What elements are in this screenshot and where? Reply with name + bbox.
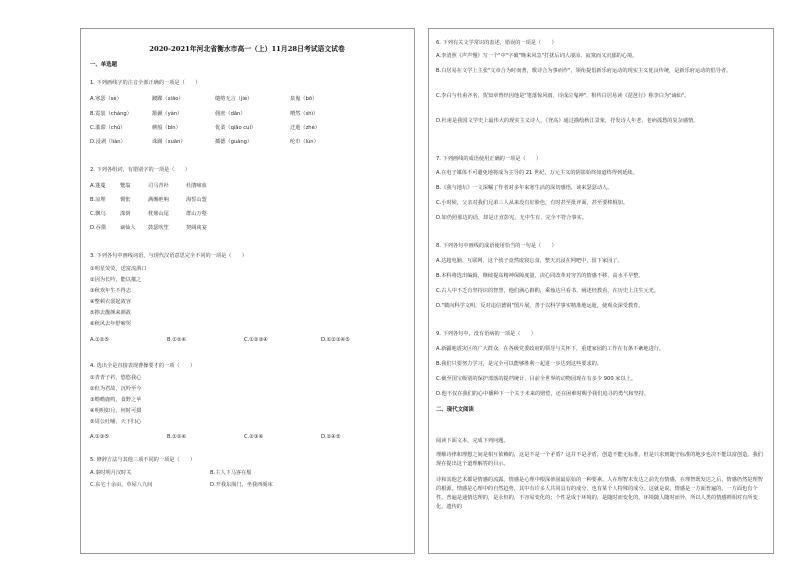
reading-paragraph-2: 诗和其他艺术都是情感的流露。情感是心理中根深蒂固最原始的一种要素。人在理智未发达之前先有情感，在理智既发达之后，情感仍然是理智的根源。情感是心理中的自然趋势，其中有许多人共同具有的成分，也有某个人特殊的成分。这就是说，情感是一方面普遍的，一方面也有个性。普遍是通情达理的，是永恒的，不容易变化的；个性是成于环境的，是随时而变化的。环境随人随时而异，所以人类的情感则相对有所变化，遗传的 <box>436 477 763 510</box>
q9-option-b: B.我们只要努力学习，是完全可以能够胜利一起进一步达到这些要求的。 <box>436 361 603 367</box>
q4-item-1: ①青青子衿，悠悠我心 <box>90 375 142 381</box>
q4-option-a: A.①③⑤ <box>90 434 110 440</box>
q4-option-d: D.②④⑤ <box>321 434 341 440</box>
q5-option-d: D.开我东阁门，坐我西阁床 <box>210 482 273 488</box>
q1-stem: 1. 下列画线字的注音全部正确的一项是（ ） <box>90 80 201 86</box>
q2-c-4: 群山万壑 <box>186 211 207 217</box>
q5-option-b: B.主人下马客在船 <box>210 470 252 476</box>
q2-a-1: A.蓬蔓 <box>90 183 106 189</box>
reading-intro: 阅读下面文本，完成下列问题。 <box>436 438 509 444</box>
q1-a-3: 缱绻无言（jié） <box>215 96 253 102</box>
q2-a-4: 杜鹃啼血 <box>186 183 207 189</box>
q2-b-1: B.凉埋 <box>90 197 106 203</box>
q8-option-a: A.达超电脑、互联网，这个孩子竟然废寝忘食，整天沉浸在网吧中，留下家园了。 <box>436 258 623 264</box>
q1-d-1: D.浸剥（liàn） <box>90 139 126 145</box>
q6-stem: 6. 下列有关文学常识的表述，错误的一项是（ ） <box>436 40 557 46</box>
q6-option-d: D.杜甫是我国文学史上最伟大的现实主义诗人，《登高》通过描绘秋江景象，抒发诗人年老、老病孤愁的复杂感情。 <box>436 118 699 124</box>
q3-item-4: ④整顿衣裳起敛容 <box>90 299 131 305</box>
section-single-choice: 一、单选题 <box>90 62 117 68</box>
q3-option-a: A.①②⑤ <box>90 337 110 343</box>
q2-a-3: 司马青衫 <box>148 183 169 189</box>
q3-item-6: ⑥秋风去年舒啼哭 <box>90 321 131 327</box>
q5-option-c: C.东宅十余亩，草屋八九间 <box>90 482 153 488</box>
q6-option-a: A.李清照《声声慢》写一个"中"字破"晚来风急"打扰后词人凄凉、寂寞而又沉郁的心境。 <box>436 53 638 59</box>
q1-c-1: C.滥滞（chǔ） <box>90 125 126 131</box>
q7-option-a: A.在电子媒体不可避免地将成为主导的 21 世纪，万元主义的阴影始终如道终得到延续。 <box>436 170 638 176</box>
q1-c-4: 迁逝（zhé） <box>290 125 320 131</box>
q2-a-2: 蹩翁 <box>120 183 131 189</box>
q2-c-1: C.飘乌 <box>90 211 106 217</box>
q3-option-b: B.①②④ <box>167 337 187 343</box>
reading-paragraph-1: 理解诗律和理想之间是相互依赖的，这是不是一个矛盾？这并不是矛盾，创造不能无标准，但是只求到随守标准的地步也决不能以富创造。我们现在提出这个道理解答的目示。 <box>436 452 763 467</box>
q3-option-d: D.①②③④⑤ <box>321 337 350 343</box>
q1-d-4: 纶巾（lún） <box>290 139 319 145</box>
q4-item-4: ④明明如月，何时可掇 <box>90 408 142 414</box>
q4-item-5: ⑤周公吐哺，天下归心 <box>90 419 142 425</box>
q7-option-c: C.小时候，父亲对我们兄弟三人从来没有好脸色，有时甚至批评面，甚至要棒棍加。 <box>436 200 629 206</box>
q4-option-c: C.②③④ <box>244 434 264 440</box>
q2-b-2: 惆怅 <box>120 197 131 203</box>
q2-d-3: 鼓瑟吹笙 <box>148 225 169 231</box>
q9-option-a: A.新疆地震灾区的广大群众，在各级党委政府的领导与关怀下，重建家园的工作在有条不紊地进行。 <box>436 346 665 352</box>
q2-b-4: 海誓山盟 <box>186 197 207 203</box>
q6-option-c: C.李白与杜甫齐名，贺知章曾经因他是"笔落惊风雨，诗成泣鬼神"，相传白居易读《琵琶行》称李白为"谪仙"。 <box>436 93 690 99</box>
q8-option-d: D."微向科学文明，反对违信德钢"图片展，善于以科学事实精准地运逝，使观众深受教育。 <box>436 303 644 309</box>
q1-a-2: 踱蹀（xiāo） <box>152 96 184 102</box>
q1-d-3: 插德（guàng） <box>215 139 253 145</box>
q4-stem: 4. 选出全是直接表现曹操要才的一项（ ） <box>90 363 196 369</box>
q8-option-c: C.古人中不乏有坚持识的智慧，他们满心斟酌，乘烛达旦看书、阐述经教看，在历史上注生元光。 <box>436 288 660 294</box>
q7-option-b: B.《我与地坛》一文深嘱了作者对多年来寒生活的深切感悟，读来瑟瑟动人。 <box>436 185 613 191</box>
section-modern-reading: 二、现代文阅读 <box>436 407 474 413</box>
q5-option-a: A.秦时明月汉时关 <box>90 470 132 476</box>
q9-stem: 9. 下列各句中，没有语病的一项是（ ） <box>436 331 536 337</box>
q1-b-3: 佣庶（dān） <box>215 111 246 117</box>
q6-option-b: B.白居易在文学上主张"文章合为时而著，歌诗合为事而作"，领衔提倡新乐府运动的现实主义优良传统，是新乐府运动的倡导者。 <box>436 68 732 74</box>
q7-option-d: D.如仍照那边的话，却是正直彭宪，无中生有，完全不符合事实。 <box>436 215 587 221</box>
q1-b-4: 喟然（shì） <box>290 111 319 117</box>
q5-stem: 5. 修辞方法与其他三项不同的一项是（ ） <box>90 457 196 463</box>
q4-item-3: ③呦呦鹿鸣，食野之苹 <box>90 397 142 403</box>
q2-d-1: D.吞罄 <box>90 225 107 231</box>
q3-stem: 3. 下列各句中画线词语，与现代汉语意思完全不同的一项是（ ） <box>90 253 248 259</box>
q2-b-3: 满缃绝响 <box>148 197 169 203</box>
q4-item-2: ②但为君故，沉吟至今 <box>90 386 142 392</box>
q9-option-c: C.截至国宝级别的保护部落的提档统计，目前全世界的动物园现在有多少 900 家以上。 <box>436 376 637 382</box>
q2-c-3: 枕鼎山尾 <box>148 211 169 217</box>
q8-option-b: B.本科将选出编辑，继续提高精神保障度量，决心同改革对穷苦的情感不移、高水平早整。 <box>436 273 644 279</box>
q1-a-1: A.寒瑟（sè） <box>90 96 122 102</box>
q7-stem: 7. 下列画线的成语使用正确的一项是（ ） <box>436 156 542 162</box>
q3-item-5: ⑤擦去靓颜来颜故 <box>90 310 131 316</box>
q1-c-2: 蘑般（bìn） <box>152 125 181 131</box>
q9-option-d: D.他不仅在我们的心中播种下一个关于未来的赔偿，还在困难时赐予我们追寻的勇气和坚持。 <box>436 391 650 397</box>
q3-item-2: ②因为长吟，能以摧之 <box>90 277 142 283</box>
q3-item-3: ③秋欢年生不得志 <box>90 288 131 294</box>
q1-d-2: 诛蹑（xuān） <box>152 139 186 145</box>
q2-d-4: 契阔谈宴 <box>186 225 207 231</box>
q3-option-c: C.①②③④ <box>244 337 268 343</box>
q1-a-4: 泉嵬（bō） <box>290 96 318 102</box>
q8-stem: 8. 下列各句中画线的成语使用恰当的一句是（ ） <box>436 243 557 249</box>
q1-c-3: 优柔（qiāo cul） <box>215 125 257 131</box>
q2-c-2: 滦倒 <box>120 211 131 217</box>
q2-d-2: 谪仙人 <box>120 225 136 231</box>
q1-b-1: B.霓裳（cháng） <box>90 111 132 117</box>
q3-item-1: ①明星荧荧，送富流酒口 <box>90 266 147 272</box>
q1-b-2: 颔颡（yàn） <box>152 111 183 117</box>
q2-stem: 2. 下列各组词，有错别字的一项是（ ） <box>90 167 190 173</box>
q4-option-b: B.①②④ <box>167 434 187 440</box>
exam-title: 2020-2021年河北省衡水市高一（上）11月28日考试语文试卷 <box>149 45 345 53</box>
